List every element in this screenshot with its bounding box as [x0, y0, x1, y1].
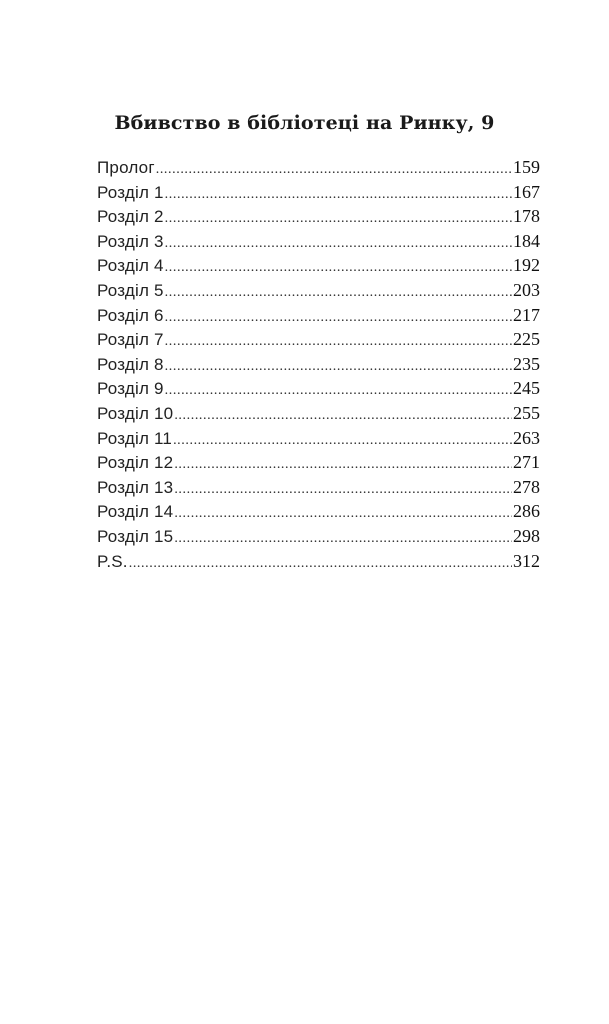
page-title: Вбивство в бібліотеці на Ринку, 9	[114, 112, 495, 134]
toc-dot-leader	[165, 379, 512, 404]
toc-entry-label: Розділ 13	[97, 477, 174, 497]
toc-entry-label: Розділ 10	[97, 403, 174, 423]
toc-entry	[97, 303, 540, 328]
toc-dot-leader	[129, 552, 512, 577]
toc-page-number: 255	[513, 402, 540, 423]
toc-entry-label: P.S.	[97, 551, 128, 571]
toc-entry-label: Розділ 7	[97, 330, 164, 350]
toc-dot-leader	[165, 256, 512, 281]
toc-page-number: 192	[513, 255, 540, 276]
toc-page-number: 271	[513, 452, 540, 473]
toc-page-number: 278	[513, 476, 540, 497]
toc-page-number: 178	[513, 206, 540, 227]
toc-entry	[97, 376, 540, 401]
toc-dot-leader	[173, 429, 512, 454]
toc-entry	[97, 204, 540, 229]
toc-dot-leader	[174, 527, 512, 552]
toc-dot-leader	[174, 502, 512, 527]
toc-dot-leader	[174, 478, 512, 503]
toc-page-number: 235	[513, 353, 540, 374]
toc-page-number: 217	[513, 304, 540, 325]
toc-dot-leader	[165, 183, 512, 208]
toc-entry	[97, 253, 540, 278]
toc-entry	[97, 180, 540, 205]
toc-page-number: 167	[513, 181, 540, 202]
toc-entry	[97, 549, 540, 574]
toc-entry	[97, 401, 540, 426]
toc-dot-leader	[156, 158, 512, 183]
toc-entry-label: Розділ 11	[97, 428, 173, 448]
toc-entry-label: Розділ 1	[97, 182, 164, 202]
toc-page-number: 298	[513, 525, 540, 546]
toc-entry-label: Розділ 15	[97, 526, 174, 546]
toc-page-number: 225	[513, 329, 540, 350]
toc-dot-leader	[165, 207, 512, 232]
toc-dot-leader	[165, 281, 512, 306]
table-of-contents	[97, 155, 540, 573]
toc-entry-label: Розділ 2	[97, 207, 164, 227]
toc-entry	[97, 475, 540, 500]
toc-entry	[97, 352, 540, 377]
toc-entry-label: Розділ 8	[97, 354, 164, 374]
toc-entry	[97, 327, 540, 352]
toc-entry-label: Розділ 6	[97, 305, 164, 325]
toc-entry	[97, 524, 540, 549]
toc-page-number: 312	[513, 550, 540, 571]
toc-entry	[97, 229, 540, 254]
toc-dot-leader	[165, 306, 512, 331]
toc-entry-label: Розділ 9	[97, 379, 164, 399]
toc-page-number: 263	[513, 427, 540, 448]
toc-entry-label: Розділ 5	[97, 280, 164, 300]
toc-entry-label: Пролог	[97, 158, 155, 177]
toc-page-number: 245	[513, 378, 540, 399]
toc-entry-label: Розділ 14	[97, 502, 174, 522]
toc-dot-leader	[165, 232, 512, 257]
toc-dot-leader	[165, 330, 512, 355]
toc-entry	[97, 499, 540, 524]
toc-page-number: 159	[513, 157, 540, 177]
toc-dot-leader	[165, 355, 512, 380]
toc-page-number: 286	[513, 501, 540, 522]
toc-entry	[97, 155, 540, 180]
toc-entry	[97, 278, 540, 303]
toc-entry	[97, 426, 540, 451]
toc-entry	[97, 450, 540, 475]
toc-dot-leader	[174, 404, 512, 429]
toc-entry-label: Розділ 12	[97, 453, 174, 473]
toc-page-number: 184	[513, 230, 540, 251]
toc-dot-leader	[174, 453, 512, 478]
toc-entry-label: Розділ 3	[97, 231, 164, 251]
toc-entry-label: Розділ 4	[97, 256, 164, 276]
toc-page-number: 203	[513, 279, 540, 300]
